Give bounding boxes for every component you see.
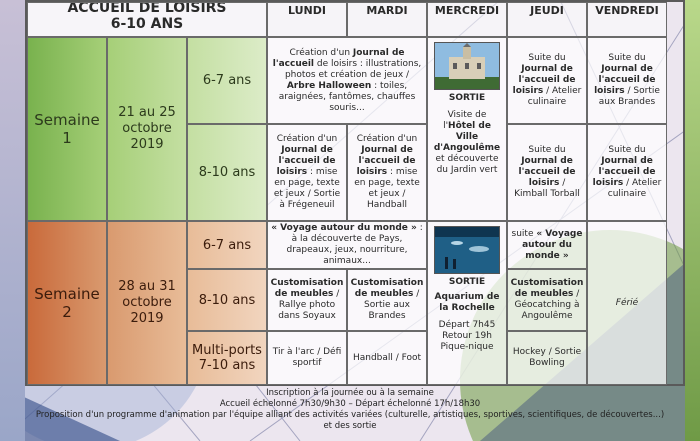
text-part: : à la découverte de Pays, drapeaux, jeux, nourriture, animaux... <box>286 223 423 266</box>
w1-fri-8-10-activity <box>587 124 667 221</box>
w2-mon-multisports: Tir à l'arc / Défi sportif <box>267 331 347 385</box>
schedule-table <box>25 0 685 386</box>
week-2-number: 2 <box>62 303 72 321</box>
w2-wed-outing <box>427 221 507 385</box>
picnic-note: Pique-nique <box>440 342 494 352</box>
week-1-number: 1 <box>62 129 72 147</box>
page-title <box>27 2 267 37</box>
week-2-age-6-7: 6-7 ans <box>187 221 267 269</box>
text-part: : toiles, araignées, fantômes, chauffes souris... <box>278 80 416 113</box>
text-part: / Sortie aux Brandes <box>598 86 660 107</box>
text-part: Suite du <box>608 145 646 155</box>
text-bold: Hôtel de Ville d'Angoulême <box>433 121 501 153</box>
activity-text <box>271 223 423 267</box>
week-2-dates: 28 au 31 octobre 2019 <box>107 221 187 385</box>
text-part: Suite du <box>528 145 566 155</box>
text-bold: Journal de l'accueil de loisirs <box>594 64 656 96</box>
activity-text <box>351 134 423 211</box>
activity-text <box>511 53 583 108</box>
text-part: Création d'un <box>356 134 418 144</box>
week-1-dates: 21 au 25 octobre 2019 <box>107 37 187 221</box>
text-part: / Rallye photo dans Soyaux <box>278 289 340 321</box>
text-part: Visite de l' <box>443 110 487 131</box>
week-1-word: Semaine <box>34 111 100 129</box>
w2-thu-8-10-activity <box>507 269 587 331</box>
return-time: Retour 19h <box>442 331 492 341</box>
footer-line-1: Inscription à la journée ou à la semaine <box>266 388 434 398</box>
week-1-age-8-10: 8-10 ans <box>187 124 267 221</box>
activity-text <box>271 134 343 211</box>
text-part: / Sortie aux Brandes <box>364 289 420 321</box>
text-part: Suite du <box>608 53 646 63</box>
text-bold: Journal de l'accueil de loisirs <box>518 156 576 188</box>
w2-fri-holiday: Férié <box>587 221 667 385</box>
w2-thu-6-7-activity <box>507 221 587 269</box>
w2-mon-8-10-activity <box>267 269 347 331</box>
town-hall-photo <box>434 42 500 90</box>
week-1-age-6-7: 6-7 ans <box>187 37 267 124</box>
text-part: / Atelier culinaire <box>527 86 582 107</box>
text-bold: Customisation de meubles <box>270 278 344 299</box>
day-header-tuesday: MARDI <box>347 2 427 37</box>
w2-tue-8-10-activity <box>347 269 427 331</box>
w1-fri-6-7-activity <box>587 37 667 124</box>
depart-time: Départ 7h45 <box>438 320 496 330</box>
text-bold: Journal de l'accueil de loisirs <box>276 145 336 177</box>
week-2-label <box>27 221 107 385</box>
text-part: et découverte du Jardin vert <box>435 154 499 175</box>
aquarium-name: Aquarium de la Rochelle <box>434 292 500 313</box>
footer-info <box>0 386 700 441</box>
w2-sortie-label: SORTIE <box>448 277 486 287</box>
activity-text <box>271 278 344 322</box>
week-1-label <box>27 37 107 221</box>
day-header-thursday: JEUDI <box>507 2 587 37</box>
footer-line-3: Proposition d'un programme d'animation par l'équipe alliant des activités variées (culturelle, artistiques, sportives, scientifiques, de découvertes...) <box>35 410 665 420</box>
week-2-multisports: Multi-ports 7-10 ans <box>187 331 267 385</box>
week-2-word: Semaine <box>34 285 100 303</box>
text-part: Suite du <box>528 53 566 63</box>
w1-thu-6-7-activity <box>507 37 587 124</box>
text-bold: Customisation de meubles <box>510 278 584 299</box>
text-part: suite <box>511 228 537 239</box>
activity-text <box>351 278 424 322</box>
text-bold: Arbre Halloween <box>286 80 372 91</box>
w1-thu-8-10-activity <box>507 124 587 221</box>
text-bold: Journal de l'accueil de loisirs <box>592 156 656 188</box>
w1-mon-8-10-activity <box>267 124 347 221</box>
day-header-friday: VENDREDI <box>587 2 667 37</box>
w1-tue-8-10-activity <box>347 124 427 221</box>
right-frame <box>685 0 700 441</box>
text-part: : mise en page, texte et jeux / Handball <box>354 167 420 210</box>
activity-text <box>431 110 503 176</box>
day-header-wednesday: MERCREDI <box>427 2 507 37</box>
text-bold: « Voyage autour du monde » <box>522 228 583 261</box>
w2-thu-multisports: Hockey / Sortie Bowling <box>507 331 587 385</box>
text-part: de loisirs : illustrations, photos et création de jeux / <box>284 58 422 80</box>
text-part: / Kimball Torball <box>514 178 580 199</box>
activity-text <box>591 53 663 108</box>
text-bold: Journal de l'accueil de loisirs <box>356 145 416 177</box>
title-line-2: 6-10 ANS <box>110 16 184 32</box>
text-part: / Géocatching à Angoulême <box>514 289 580 321</box>
text-part: Création d'un <box>276 134 338 144</box>
w1-sortie-label: SORTIE <box>448 93 486 103</box>
activity-text <box>511 145 583 200</box>
activity-text <box>511 278 584 322</box>
w2-tue-multisports: Handball / Foot <box>347 331 427 385</box>
aquarium-photo <box>434 226 500 274</box>
text-part: / Atelier culinaire <box>607 178 662 199</box>
day-header-monday: LUNDI <box>267 2 347 37</box>
text-part: : mise en page, texte et jeux / Sortie à Frégeneuil <box>273 167 341 210</box>
text-bold: Customisation de meubles <box>350 278 424 299</box>
title-line-1: ACCUEIL DE LOISIRS <box>67 2 227 16</box>
text-bold: Journal de l'accueil de loisirs <box>512 64 576 96</box>
activity-text <box>511 229 583 262</box>
w2-mon-tue-6-7-activity <box>267 221 427 269</box>
text-part: Création d'un <box>289 47 353 58</box>
week-2-age-8-10: 8-10 ans <box>187 269 267 331</box>
footer-line-2: Accueil échelonné 7h30/9h30 – Départ échelonné 17h/18h30 <box>219 399 481 409</box>
left-frame <box>0 0 25 441</box>
text-bold: « Voyage autour du monde » <box>271 223 417 233</box>
activity-text <box>271 48 423 114</box>
text-bold: Journal de l'accueil <box>272 47 405 69</box>
activity-text <box>591 145 663 200</box>
w1-mon-tue-6-7-activity <box>267 37 427 124</box>
footer-line-4: et des sortie <box>323 421 377 431</box>
w1-wed-outing <box>427 37 507 221</box>
